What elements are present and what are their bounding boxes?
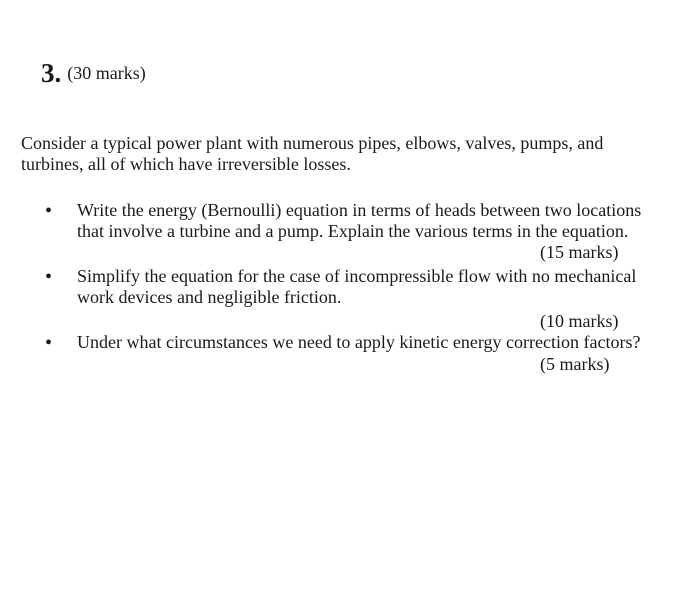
list-item-line: Under what circumstances we need to apply kinetic energy correction factors? xyxy=(77,332,641,352)
list-item-line: Simplify the equation for the case of incompressible flow with no mechanical xyxy=(77,266,637,286)
question-number: 3. xyxy=(41,58,62,88)
bullet-icon: • xyxy=(45,200,53,222)
item-marks: (10 marks) xyxy=(540,311,619,331)
list-item-line: that involve a turbine and a pump. Explain the various terms in the equation. xyxy=(77,221,629,241)
intro-line: Consider a typical power plant with numerous pipes, elbows, valves, pumps, and xyxy=(21,133,604,153)
bullet-icon: • xyxy=(45,266,53,288)
question-total-marks: (30 marks) xyxy=(67,63,146,83)
list-item xyxy=(77,266,689,308)
list-item-line: Write the energy (Bernoulli) equation in terms of heads between two locations xyxy=(77,200,642,220)
question-intro xyxy=(21,133,681,175)
intro-line: turbines, all of which have irreversible losses. xyxy=(21,154,351,174)
item-marks: (15 marks) xyxy=(540,242,619,262)
list-item xyxy=(77,200,689,242)
question-header xyxy=(41,58,146,89)
item-marks: (5 marks) xyxy=(540,354,610,374)
list-item xyxy=(77,332,689,353)
list-item-line: work devices and negligible friction. xyxy=(77,287,342,307)
bullet-icon: • xyxy=(45,332,53,354)
